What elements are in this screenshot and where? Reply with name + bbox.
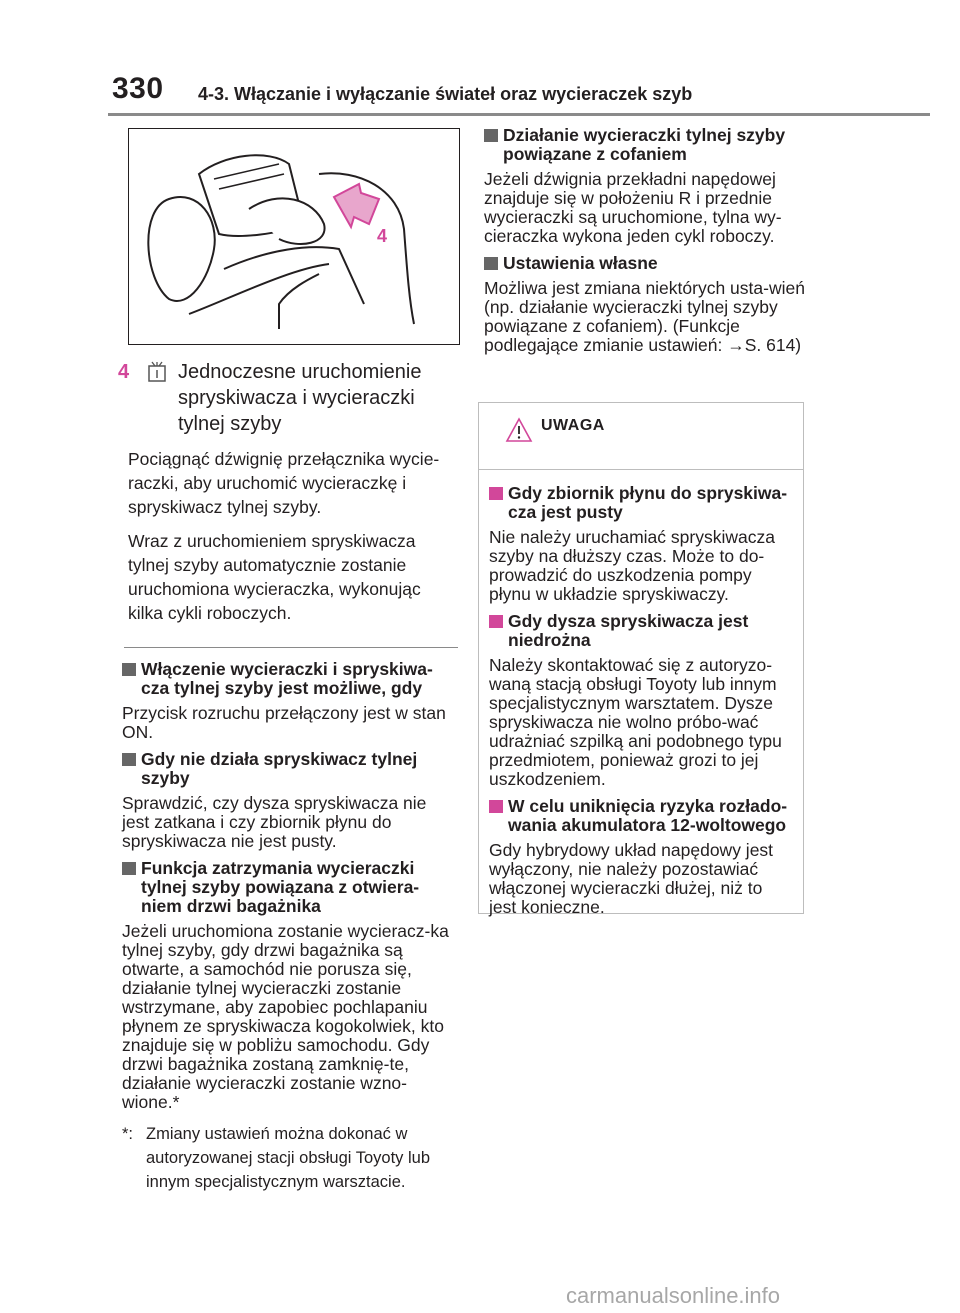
item-4-body bbox=[118, 447, 458, 625]
bullet-square-icon bbox=[489, 615, 503, 628]
warning-title: UWAGA bbox=[541, 417, 605, 434]
watermark: carmanualsonline.info bbox=[566, 1283, 781, 1308]
bullet-square-icon bbox=[489, 800, 503, 813]
section-body: Jeżeli uruchomiona zostanie wycieracz-ka tylnej szyby, gdy drzwi bagażnika są otwarte, a samochód nie porusza się, działanie tylnej wycieraczki zostanie wstrzymane, aby zapobiec pochlapaniu płynem ze spryskiwacza kogokolwiek, kto znajduje się w pobliżu samochodu. Gdy drzwi bagażnika zostaną zamknię-te, działanie wycieraczki zostanie wzno-wione.* bbox=[122, 921, 449, 1112]
section-body: Gdy hybrydowy układ napędowy jest wyłączony, nie należy pozostawiać włączonej wycieraczki dłużej, niż to jest konieczne. bbox=[489, 840, 774, 917]
warning-content bbox=[479, 470, 803, 917]
footnote bbox=[122, 1122, 458, 1194]
right-section bbox=[480, 126, 806, 246]
page-number: 330 bbox=[112, 72, 164, 105]
section-body: Nie należy uruchamiać spryskiwacza szyby na dłuższy czas. Może to do-prowadzić do uszkodzenia pompy płynu w układzie spryskiwaczy. bbox=[489, 527, 775, 604]
section-title: Gdy nie działa spryskiwacz tylnej szyby bbox=[141, 749, 418, 788]
section-title: Funkcja zatrzymania wycieraczki tylnej szyby powiązana z otwiera-niem drzwi bagażnika bbox=[141, 858, 420, 916]
warning-section bbox=[485, 797, 791, 917]
left-section bbox=[118, 859, 458, 1112]
item-4-heading bbox=[118, 359, 458, 437]
bullet-square-icon bbox=[484, 257, 498, 270]
section-title: Gdy dysza spryskiwacza jest niedrożna bbox=[508, 611, 749, 650]
bullet-square-icon bbox=[484, 129, 498, 142]
section-body: Możliwa jest zmiana niektórych usta-wień (np. działanie wycieraczki tylnej szyby powiązane z cofaniem). (Funkcje podlegające zmianie ustawień: →S. 614) bbox=[484, 278, 805, 355]
warning-triangle-icon bbox=[505, 417, 533, 443]
rear-washer-icon bbox=[146, 361, 168, 383]
bullet-square-icon bbox=[122, 663, 136, 676]
warning-box bbox=[478, 402, 804, 917]
footnote-text: Zmiany ustawień można dokonać w autoryzowanej stacji obsługi Toyoty lub innym specjalistycznym warsztacie. bbox=[146, 1125, 431, 1191]
header-rule bbox=[108, 113, 930, 116]
item-title: Jednoczesne uruchomienie spryskiwacza i wycieraczki tylnej szyby bbox=[178, 361, 422, 435]
bullet-square-icon bbox=[122, 862, 136, 875]
warning-header bbox=[479, 403, 803, 470]
left-column bbox=[118, 128, 458, 1194]
section-title: Ustawienia własne bbox=[503, 253, 658, 273]
section-body: Przycisk rozruchu przełączony jest w stan ON. bbox=[122, 703, 446, 742]
page-header bbox=[0, 0, 960, 118]
section-title: Działanie wycieraczki tylnej szyby powiązane z cofaniem bbox=[503, 125, 786, 164]
section-body: Jeżeli dźwignia przekładni napędowej znajduje się w położeniu R i przednie wycieraczki są uruchomione, tylna wy-cieraczka wykona jeden cykl roboczy. bbox=[484, 169, 782, 246]
warning-section bbox=[485, 484, 791, 604]
bullet-square-icon bbox=[489, 487, 503, 500]
figure-callout: 4 bbox=[377, 226, 388, 246]
right-section bbox=[480, 254, 806, 355]
section-body: Należy skontaktować się z autoryzo-waną stacją obsługi Toyoty lub innym specjalistycznym warsztatem. Dysze spryskiwacza nie wolno próbo-wać udrażniać szpilką ani podobnego typu przedmiotem, ponieważ grozi to jej uszkodzeniem. bbox=[489, 655, 782, 789]
section-body: Sprawdzić, czy dysza spryskiwacza nie jest zatkana i czy zbiornik płynu do spryskiwacza nie jest pusty. bbox=[122, 793, 427, 851]
item-paragraph: Wraz z uruchomieniem spryskiwacza tylnej szyby automatycznie zostanie uruchomiona wycieraczka, wykonując kilka cykli roboczych. bbox=[128, 531, 421, 623]
right-column bbox=[480, 126, 806, 363]
footnote-mark: *: bbox=[122, 1125, 134, 1143]
bullet-square-icon bbox=[122, 753, 136, 766]
section-title: Gdy zbiornik płynu do spryskiwa-cza jest pusty bbox=[508, 483, 788, 522]
section-title: W celu uniknięcia ryzyka rozłado-wania akumulatora 12-woltowego bbox=[508, 796, 788, 835]
left-section bbox=[118, 660, 458, 742]
item-paragraph: Pociągnąć dźwignię przełącznika wycie-raczki, aby uruchomić wycieraczkę i spryskiwacz tylnej szyby. bbox=[128, 449, 440, 517]
chapter-title: 4-3. Włączanie i wyłączanie świateł oraz wycieraczek szyb bbox=[198, 84, 693, 104]
left-section bbox=[118, 750, 458, 851]
item-number: 4 bbox=[118, 361, 130, 383]
section-divider bbox=[124, 647, 458, 648]
wiper-lever-illustration bbox=[128, 128, 460, 345]
section-title: Włączenie wycieraczki i spryskiwa-cza tylnej szyby jest możliwe, gdy bbox=[141, 659, 433, 698]
warning-section bbox=[485, 612, 791, 789]
lever-drawing bbox=[129, 129, 459, 344]
